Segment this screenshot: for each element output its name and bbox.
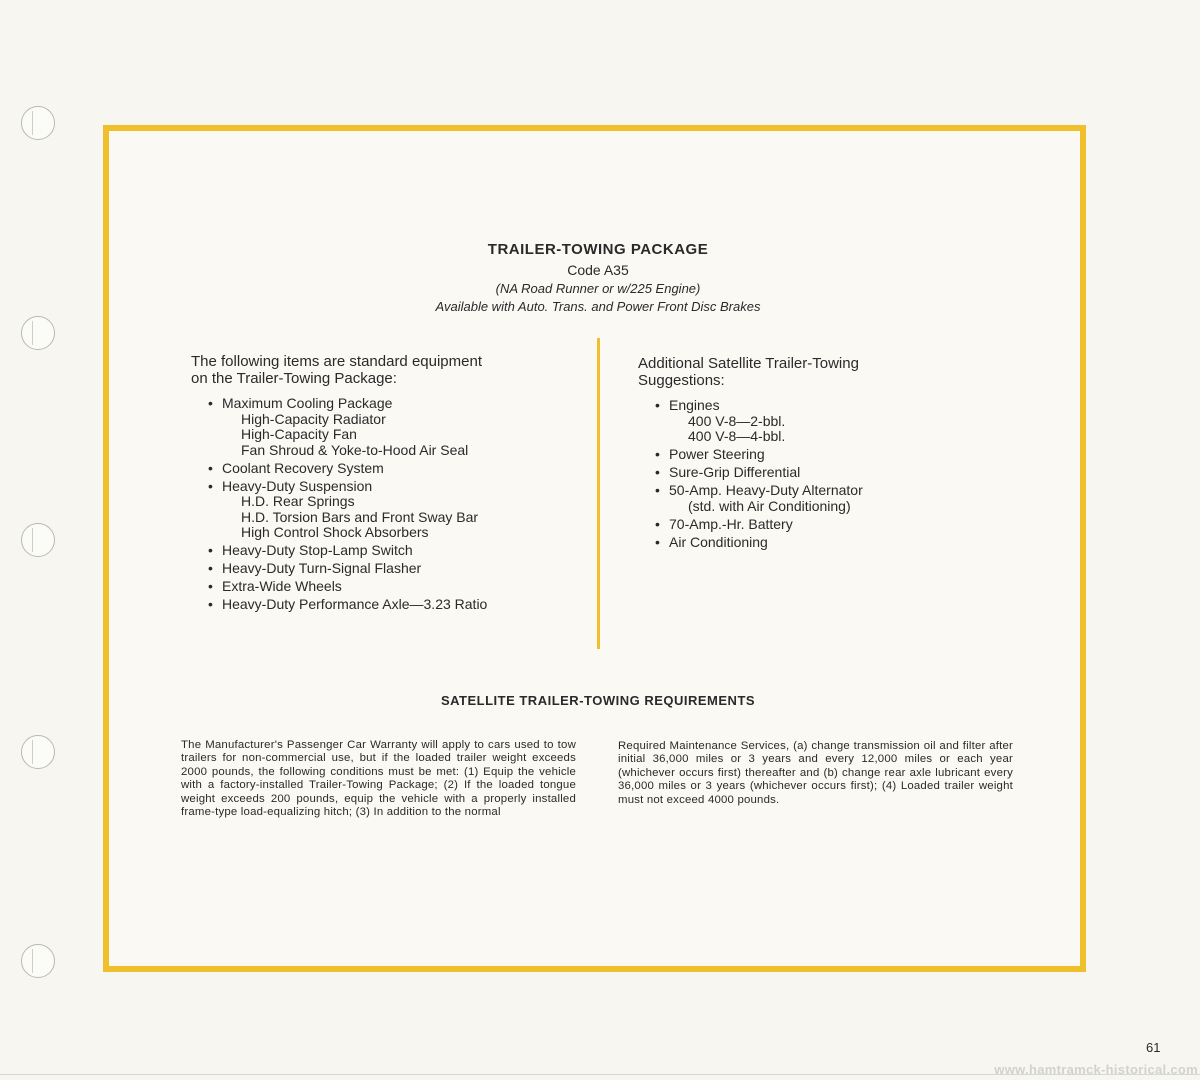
- additional-heading-line2: Suggestions:: [638, 372, 725, 389]
- punch-hole: [21, 735, 55, 769]
- punch-hole: [21, 523, 55, 557]
- list-item: [208, 579, 578, 595]
- list-item: [655, 517, 1035, 533]
- bullet-icon: •: [655, 515, 660, 532]
- list-item-label: 50-Amp. Heavy-Duty Alternator: [669, 482, 863, 498]
- package-title: TRAILER-TOWING PACKAGE: [487, 241, 709, 258]
- standard-heading: [191, 353, 591, 387]
- list-item-label: Heavy-Duty Performance Axle—3.23 Ratio: [222, 596, 488, 612]
- watermark-text: www.hamtramck-historical.com: [994, 1062, 1198, 1077]
- bullet-icon: •: [208, 596, 213, 612]
- bullet-icon: •: [655, 533, 660, 550]
- list-subitem: (std. with Air Conditioning): [688, 497, 851, 514]
- list-subitem: 400 V-8—4-bbl.: [688, 428, 786, 444]
- standard-heading-line2: on the Trailer-Towing Package:: [191, 370, 397, 387]
- list-item: [655, 483, 1035, 514]
- column-divider: [597, 338, 600, 649]
- page-number: 61: [1146, 1040, 1161, 1055]
- list-item-label: Maximum Cooling Package: [222, 395, 393, 411]
- list-item-label: Heavy-Duty Stop-Lamp Switch: [222, 542, 413, 558]
- bullet-icon: •: [208, 459, 213, 476]
- punch-hole: [21, 316, 55, 350]
- list-item: [208, 597, 578, 613]
- package-code: Code A35: [567, 262, 629, 278]
- list-item-label: 70-Amp.-Hr. Battery: [669, 515, 793, 532]
- bullet-icon: •: [208, 560, 213, 576]
- list-item-label: Heavy-Duty Suspension: [222, 477, 373, 494]
- bullet-icon: •: [208, 578, 213, 594]
- additional-suggestions-list: [655, 398, 1035, 553]
- list-subitem: Fan Shroud & Yoke-to-Hood Air Seal: [241, 441, 469, 458]
- list-subitem: High Control Shock Absorbers: [241, 524, 429, 540]
- bullet-icon: •: [655, 464, 660, 480]
- list-item: [208, 396, 578, 458]
- list-subitem: H.D. Rear Springs: [241, 493, 355, 509]
- list-item: [208, 543, 578, 559]
- list-item: [655, 465, 1035, 481]
- list-item-label: Sure-Grip Differential: [669, 464, 801, 480]
- bullet-icon: •: [208, 542, 213, 558]
- punch-hole: [21, 106, 55, 140]
- standard-equipment-list: [208, 396, 578, 615]
- list-item: [655, 447, 1035, 463]
- list-item: [208, 479, 578, 541]
- list-item: [655, 535, 1035, 551]
- requirements-right-paragraph: Required Maintenance Services, (a) change transmission oil and filter after initial 36,000 miles or 3 years and every 12,000 miles or each year (whichever occurs first) thereafter and (b) change rear axle lubricant every 36,000 miles or 3 years (whichever occurs first); (4) Loaded trailer weight must not exceed 4000 pounds.: [618, 740, 1013, 806]
- bullet-icon: •: [208, 477, 213, 494]
- list-item: [208, 561, 578, 577]
- bullet-icon: •: [655, 397, 660, 413]
- list-item: [655, 398, 1035, 445]
- list-subitem: 400 V-8—2-bbl.: [688, 412, 786, 429]
- list-subitem: High-Capacity Fan: [241, 426, 357, 442]
- list-item-label: Coolant Recovery System: [222, 459, 384, 476]
- additional-heading: [638, 355, 1038, 389]
- list-item-label: Extra-Wide Wheels: [222, 578, 342, 594]
- list-item-label: Air Conditioning: [669, 533, 768, 550]
- list-item-label: Power Steering: [669, 446, 765, 462]
- package-availability: Available with Auto. Trans. and Power Front Disc Brakes: [435, 299, 761, 314]
- requirements-title: SATELLITE TRAILER-TOWING REQUIREMENTS: [440, 693, 756, 708]
- package-note: (NA Road Runner or w/225 Engine): [495, 281, 701, 296]
- list-item-label: Engines: [669, 397, 720, 413]
- punch-hole: [21, 944, 55, 978]
- bullet-icon: •: [208, 395, 213, 411]
- bullet-icon: •: [655, 482, 660, 498]
- list-subitem: High-Capacity Radiator: [241, 410, 386, 427]
- list-item-label: Heavy-Duty Turn-Signal Flasher: [222, 560, 422, 576]
- bullet-icon: •: [655, 446, 660, 462]
- list-subitem: H.D. Torsion Bars and Front Sway Bar: [241, 508, 479, 525]
- standard-heading-line1: The following items are standard equipment: [191, 353, 482, 370]
- list-item: [208, 461, 578, 477]
- additional-heading-line1: Additional Satellite Trailer-Towing: [638, 355, 859, 372]
- requirements-left-paragraph: The Manufacturer's Passenger Car Warranty will apply to cars used to tow trailers for non-commercial use, but if the loaded trailer weight exceeds 2000 pounds, the following conditions must be met: (1) Equip the vehicle with a factory-installed Trailer-Towing Package; (2) If the loaded tongue weight exceeds 200 pounds, equip the vehicle with a properly installed frame-type load-equalizing hitch; (3) In addition to the normal: [181, 739, 576, 819]
